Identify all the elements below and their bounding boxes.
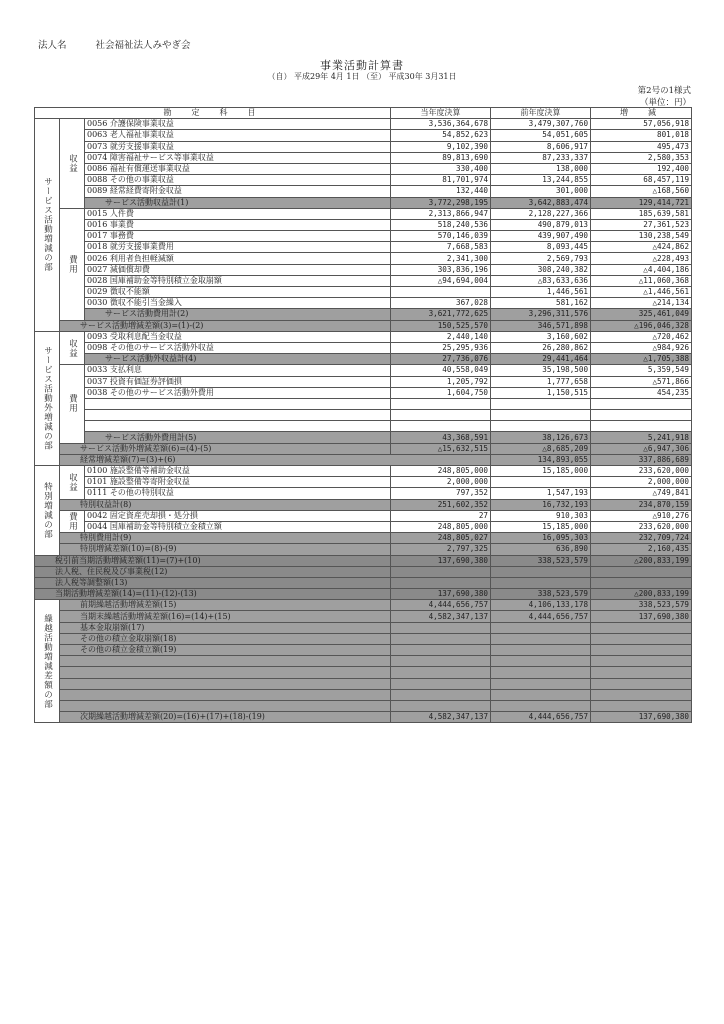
table-row <box>35 466 692 477</box>
value-cur: 570,146,039 <box>391 231 491 242</box>
value-prev: 581,162 <box>491 298 591 309</box>
value-prev: 490,879,013 <box>491 219 591 230</box>
value-cur: 3,621,772,625 <box>391 309 491 320</box>
value-prev: 16,095,303 <box>491 533 591 544</box>
row-label: 0016 事業費 <box>85 219 391 230</box>
value-diff <box>591 622 692 633</box>
value-cur: 1,604,750 <box>391 387 491 398</box>
value-prev <box>491 645 591 656</box>
value-blank <box>491 689 591 700</box>
value-diff: 185,639,581 <box>591 208 692 219</box>
row-label: 特別増減差額(10)=(8)-(9) <box>60 544 391 555</box>
value-prev: 3,479,307,760 <box>491 119 591 130</box>
document-title: 事業活動計算書 <box>320 59 404 72</box>
sub-special-expense: 費用 <box>60 510 85 532</box>
value-blank <box>391 689 491 700</box>
value-blank <box>491 410 591 421</box>
corp-label: 法人名 <box>38 40 67 51</box>
value-blank <box>591 398 692 409</box>
value-prev: 29,441,464 <box>491 354 591 365</box>
row-label <box>85 421 391 432</box>
row-label: 法人税、住民税及び事業税(12) <box>35 566 391 577</box>
unit-label: （単位：円） <box>639 98 691 108</box>
row-label: 0033 支払利息 <box>85 365 391 376</box>
value-diff: △200,833,199 <box>591 555 692 566</box>
header-previous: 前年度決算 <box>491 108 591 119</box>
value-diff: 232,709,724 <box>591 533 692 544</box>
value-blank <box>391 410 491 421</box>
value-blank <box>391 700 491 711</box>
value-cur <box>391 633 491 644</box>
category-special: 特別増減の部 <box>35 466 60 556</box>
row-label <box>60 689 391 700</box>
value-diff <box>591 577 692 588</box>
row-label <box>60 667 391 678</box>
value-blank <box>591 678 692 689</box>
table-row-blank <box>35 656 692 667</box>
value-blank <box>591 700 692 711</box>
row-label: 0056 介護保険事業収益 <box>85 119 391 130</box>
value-cur: 248,805,000 <box>391 466 491 477</box>
table-row <box>35 242 692 253</box>
row-label <box>85 398 391 409</box>
value-prev: 338,523,579 <box>491 589 591 600</box>
value-cur: 797,352 <box>391 488 491 499</box>
sub-nonservice-revenue: 収益 <box>60 331 85 365</box>
table-row <box>35 152 692 163</box>
row-label <box>60 656 391 667</box>
value-diff: △720,462 <box>591 331 692 342</box>
value-cur: 4,582,347,137 <box>391 611 491 622</box>
value-blank <box>391 656 491 667</box>
value-prev <box>491 477 591 488</box>
table-row-blank <box>35 678 692 689</box>
value-prev: 308,240,382 <box>491 264 591 275</box>
table-row <box>35 208 692 219</box>
value-blank <box>491 398 591 409</box>
value-cur: 4,444,656,757 <box>391 600 491 611</box>
table-row <box>35 365 692 376</box>
row-label: 0098 その他のサービス活動外収益 <box>85 342 391 353</box>
value-cur: 367,028 <box>391 298 491 309</box>
value-cur: 518,240,536 <box>391 219 491 230</box>
table-row <box>35 645 692 656</box>
row-label: サービス活動費用計(2) <box>85 309 391 320</box>
value-diff: △168,560 <box>591 186 692 197</box>
value-prev: 4,106,133,178 <box>491 600 591 611</box>
value-cur: 2,313,866,947 <box>391 208 491 219</box>
value-diff: △984,926 <box>591 342 692 353</box>
value-prev: 8,606,917 <box>491 141 591 152</box>
value-cur: 27 <box>391 510 491 521</box>
value-prev: 337,886,689 <box>591 454 692 465</box>
row-label: 0017 事務費 <box>85 231 391 242</box>
value-blank <box>591 667 692 678</box>
category-service: サービス活動増減の部 <box>35 119 60 332</box>
row-label: サービス活動外増減差額(6)=(4)-(5) <box>60 443 391 454</box>
table-row-blank <box>35 421 692 432</box>
value-prev: △8,685,209 <box>491 443 591 454</box>
value-prev: 138,000 <box>491 163 591 174</box>
table-row-blank <box>35 667 692 678</box>
table-row <box>35 141 692 152</box>
table-row <box>35 566 692 577</box>
table-row <box>35 186 692 197</box>
value-blank <box>591 410 692 421</box>
value-diff: 2,580,353 <box>591 152 692 163</box>
row-label: 経常増減差額(7)=(3)+(6) <box>60 454 491 465</box>
value-cur: 251,602,352 <box>391 499 491 510</box>
value-cur: 7,668,583 <box>391 242 491 253</box>
value-prev: 2,128,227,366 <box>491 208 591 219</box>
row-label: サービス活動収益計(1) <box>85 197 391 208</box>
value-diff: △6,947,306 <box>591 443 692 454</box>
row-label: 特別収益計(8) <box>60 499 391 510</box>
value-diff: 338,523,579 <box>591 600 692 611</box>
row-label: 0089 経常経費寄附金収益 <box>85 186 391 197</box>
value-diff <box>591 633 692 644</box>
row-label: 当期末繰越活動増減差額(16)=(14)+(15) <box>60 611 391 622</box>
row-label: サービス活動外収益計(4) <box>85 354 391 365</box>
row-label: 基本金取崩額(17) <box>60 622 391 633</box>
row-label: 0015 人件費 <box>85 208 391 219</box>
row-label: サービス活動増減差額(3)=(1)-(2) <box>60 320 391 331</box>
value-prev: 87,233,337 <box>491 152 591 163</box>
row-label: 0074 障害福祉サービス等事業収益 <box>85 152 391 163</box>
row-label: 0030 徴収不能引当金繰入 <box>85 298 391 309</box>
table-row <box>35 521 692 532</box>
value-diff: 2,000,000 <box>591 477 692 488</box>
table-row <box>35 287 692 298</box>
value-blank <box>491 656 591 667</box>
row-label: 0037 投資有価証券評価損 <box>85 376 391 387</box>
sub-special-revenue: 収益 <box>60 466 85 500</box>
row-label: 0111 その他の特別収益 <box>85 488 391 499</box>
value-cur: 134,893,055 <box>491 454 591 465</box>
table-row <box>35 320 692 331</box>
row-label: 0063 老人福祉事業収益 <box>85 130 391 141</box>
table-row <box>35 275 692 286</box>
table-row <box>35 175 692 186</box>
value-prev: 910,303 <box>491 510 591 521</box>
value-prev: 3,642,883,474 <box>491 197 591 208</box>
value-cur: △15,632,515 <box>391 443 491 454</box>
value-cur: 1,205,792 <box>391 376 491 387</box>
value-diff: 5,359,549 <box>591 365 692 376</box>
row-label: 0086 福祉有償運送事業収益 <box>85 163 391 174</box>
table-row <box>35 577 692 588</box>
value-cur: 3,772,298,195 <box>391 197 491 208</box>
sub-nonservice-expense: 費用 <box>60 365 85 443</box>
row-label: 税引前当期活動増減差額(11)=(7)+(10) <box>35 555 391 566</box>
value-cur: 9,102,390 <box>391 141 491 152</box>
row-label: 次期繰越活動増減差額(20)=(16)+(17)+(18)-(19) <box>60 712 391 723</box>
corporation-header <box>38 37 217 51</box>
table-row <box>35 633 692 644</box>
value-cur: 3,536,364,678 <box>391 119 491 130</box>
value-diff: △196,046,328 <box>591 320 692 331</box>
row-label: 0101 施設整備等寄附金収益 <box>85 477 391 488</box>
category-carry: 繰越活動増減差額の部 <box>35 600 60 723</box>
value-diff: 5,241,918 <box>591 432 692 443</box>
table-row <box>35 510 692 521</box>
row-label: 0088 その他の事業収益 <box>85 175 391 186</box>
sub-service-expense: 費用 <box>60 208 85 320</box>
value-cur: 2,000,000 <box>391 477 491 488</box>
value-cur <box>391 645 491 656</box>
value-cur: 248,805,027 <box>391 533 491 544</box>
row-label: 0028 国庫補助金等特別積立金取崩額 <box>85 275 391 286</box>
table-row <box>35 443 692 454</box>
value-diff: △200,833,199 <box>591 589 692 600</box>
table-row <box>35 130 692 141</box>
table-row <box>35 354 692 365</box>
table-row <box>35 309 692 320</box>
table-row <box>35 555 692 566</box>
value-diff: 129,414,721 <box>591 197 692 208</box>
value-diff: 2,160,435 <box>591 544 692 555</box>
table-row <box>35 477 692 488</box>
table-row <box>35 589 692 600</box>
row-label: 0029 徴収不能額 <box>85 287 391 298</box>
value-cur <box>391 566 491 577</box>
value-cur: 89,813,690 <box>391 152 491 163</box>
value-cur: 248,805,000 <box>391 521 491 532</box>
row-label: 0073 就労支援事業収益 <box>85 141 391 152</box>
table-row-blank <box>35 410 692 421</box>
value-prev: 13,244,855 <box>491 175 591 186</box>
table-row <box>35 342 692 353</box>
value-blank <box>391 398 491 409</box>
row-label: その他の積立金積立額(19) <box>60 645 391 656</box>
value-cur <box>391 577 491 588</box>
value-blank <box>391 421 491 432</box>
value-cur <box>391 622 491 633</box>
row-label: サービス活動外費用計(5) <box>85 432 391 443</box>
value-diff: 137,690,380 <box>591 712 692 723</box>
table-row-blank <box>35 700 692 711</box>
value-blank <box>491 678 591 689</box>
value-prev: 1,777,658 <box>491 376 591 387</box>
value-diff: 192,400 <box>591 163 692 174</box>
form-number: 第2号の1様式 <box>637 86 691 96</box>
value-diff: 130,238,549 <box>591 231 692 242</box>
value-prev: 1,446,561 <box>491 287 591 298</box>
value-prev: 636,890 <box>491 544 591 555</box>
table-row <box>35 253 692 264</box>
value-prev: △83,633,636 <box>491 275 591 286</box>
category-nonservice: サービス活動外増減の部 <box>35 331 60 465</box>
value-cur: 81,701,974 <box>391 175 491 186</box>
table-row <box>35 712 692 723</box>
value-diff: 137,690,380 <box>591 611 692 622</box>
value-cur: 303,836,196 <box>391 264 491 275</box>
value-prev <box>491 566 591 577</box>
value-blank <box>391 667 491 678</box>
value-prev: 15,185,000 <box>491 466 591 477</box>
value-diff: 57,056,918 <box>591 119 692 130</box>
value-prev: 4,444,656,757 <box>491 712 591 723</box>
value-diff: 234,870,159 <box>591 499 692 510</box>
value-diff: △910,276 <box>591 510 692 521</box>
value-diff: 27,361,523 <box>591 219 692 230</box>
table-row <box>35 197 692 208</box>
value-cur: 150,525,570 <box>391 320 491 331</box>
value-diff: △4,404,186 <box>591 264 692 275</box>
value-blank <box>491 700 591 711</box>
table-row <box>35 119 692 130</box>
table-row <box>35 331 692 342</box>
row-label: 特別費用計(9) <box>60 533 391 544</box>
value-prev <box>491 633 591 644</box>
table-row <box>35 454 692 465</box>
value-blank <box>591 421 692 432</box>
row-label <box>60 700 391 711</box>
table-row <box>35 488 692 499</box>
row-label: 0038 その他のサービス活動外費用 <box>85 387 391 398</box>
row-label: その他の積立金取崩額(18) <box>60 633 391 644</box>
value-prev <box>491 577 591 588</box>
header-current: 当年度決算 <box>391 108 491 119</box>
value-prev: 26,280,862 <box>491 342 591 353</box>
value-diff: 68,457,119 <box>591 175 692 186</box>
table-row <box>35 600 692 611</box>
header-change: 増 減 <box>591 108 692 119</box>
column-header-row <box>35 108 692 119</box>
table-row <box>35 533 692 544</box>
table-row <box>35 387 692 398</box>
value-diff: △11,060,368 <box>591 275 692 286</box>
value-prev: 1,150,515 <box>491 387 591 398</box>
value-cur: △94,694,004 <box>391 275 491 286</box>
value-cur: 4,582,347,137 <box>391 712 491 723</box>
statement-table <box>34 107 692 723</box>
value-cur: 40,558,049 <box>391 365 491 376</box>
row-label: 当期活動増減差額(14)=(11)-(12)-(13) <box>35 589 391 600</box>
value-cur: 43,368,591 <box>391 432 491 443</box>
table-row <box>35 432 692 443</box>
value-diff: △1,705,388 <box>591 354 692 365</box>
value-cur: 132,440 <box>391 186 491 197</box>
value-prev: 2,569,793 <box>491 253 591 264</box>
value-blank <box>491 667 591 678</box>
value-diff <box>591 645 692 656</box>
value-diff: △228,493 <box>591 253 692 264</box>
row-label: 0100 施設整備等補助金収益 <box>85 466 391 477</box>
value-cur <box>391 287 491 298</box>
value-cur: 25,295,936 <box>391 342 491 353</box>
row-label: 法人税等調整額(13) <box>35 577 391 588</box>
value-prev: 1,547,193 <box>491 488 591 499</box>
row-label: 0042 固定資産売却損・処分損 <box>85 510 391 521</box>
header-item: 勘 定 科 目 <box>35 108 391 119</box>
value-blank <box>591 689 692 700</box>
row-label <box>60 678 391 689</box>
value-diff: △424,862 <box>591 242 692 253</box>
value-diff: 801,018 <box>591 130 692 141</box>
value-prev: 4,444,656,757 <box>491 611 591 622</box>
value-prev: 3,160,602 <box>491 331 591 342</box>
table-row <box>35 544 692 555</box>
corp-name: 社会福祉法人みやぎ会 <box>95 40 191 51</box>
table-row <box>35 219 692 230</box>
value-cur: 330,400 <box>391 163 491 174</box>
value-cur: 137,690,380 <box>391 589 491 600</box>
value-cur: 27,736,076 <box>391 354 491 365</box>
row-label: 0018 就労支援事業費用 <box>85 242 391 253</box>
value-diff: 454,235 <box>591 387 692 398</box>
value-prev: 338,523,579 <box>491 555 591 566</box>
row-label <box>85 410 391 421</box>
value-blank <box>491 421 591 432</box>
value-prev: 439,907,490 <box>491 231 591 242</box>
table-row <box>35 298 692 309</box>
value-prev: 15,185,000 <box>491 521 591 532</box>
value-cur: 54,852,623 <box>391 130 491 141</box>
table-row-blank <box>35 689 692 700</box>
value-diff: △1,446,561 <box>591 287 692 298</box>
value-prev: 38,126,673 <box>491 432 591 443</box>
value-cur: 2,440,140 <box>391 331 491 342</box>
value-diff: △571,866 <box>591 376 692 387</box>
value-prev: 301,000 <box>491 186 591 197</box>
value-diff: 495,473 <box>591 141 692 152</box>
row-label: 0027 減価償却費 <box>85 264 391 275</box>
value-prev: 35,198,500 <box>491 365 591 376</box>
table-row <box>35 264 692 275</box>
value-cur: 137,690,380 <box>391 555 491 566</box>
value-prev <box>491 622 591 633</box>
row-label: 前期繰越活動増減差額(15) <box>60 600 391 611</box>
value-prev: 8,093,445 <box>491 242 591 253</box>
value-cur: 2,341,300 <box>391 253 491 264</box>
value-prev: 54,051,605 <box>491 130 591 141</box>
value-diff: 233,620,000 <box>591 466 692 477</box>
table-row <box>35 611 692 622</box>
value-prev: 346,571,898 <box>491 320 591 331</box>
table-row <box>35 231 692 242</box>
table-row <box>35 622 692 633</box>
row-label: 0026 利用者負担軽減額 <box>85 253 391 264</box>
table-row <box>35 376 692 387</box>
table-row <box>35 163 692 174</box>
period-range: （自） 平成29年 4月 1日 （至） 平成30年 3月31日 <box>267 72 457 81</box>
value-cur: 2,797,325 <box>391 544 491 555</box>
value-diff: △749,841 <box>591 488 692 499</box>
value-prev: 3,296,311,576 <box>491 309 591 320</box>
table-row <box>35 499 692 510</box>
value-blank <box>391 678 491 689</box>
value-diff: 325,461,049 <box>591 309 692 320</box>
row-label: 0093 受取利息配当金収益 <box>85 331 391 342</box>
value-blank <box>591 656 692 667</box>
value-diff: 233,620,000 <box>591 521 692 532</box>
table-row-blank <box>35 398 692 409</box>
row-label: 0044 国庫補助金等特別積立金積立額 <box>85 521 391 532</box>
value-prev: 16,732,193 <box>491 499 591 510</box>
value-diff: △214,134 <box>591 298 692 309</box>
sub-service-revenue: 収益 <box>60 119 85 209</box>
value-diff <box>591 566 692 577</box>
